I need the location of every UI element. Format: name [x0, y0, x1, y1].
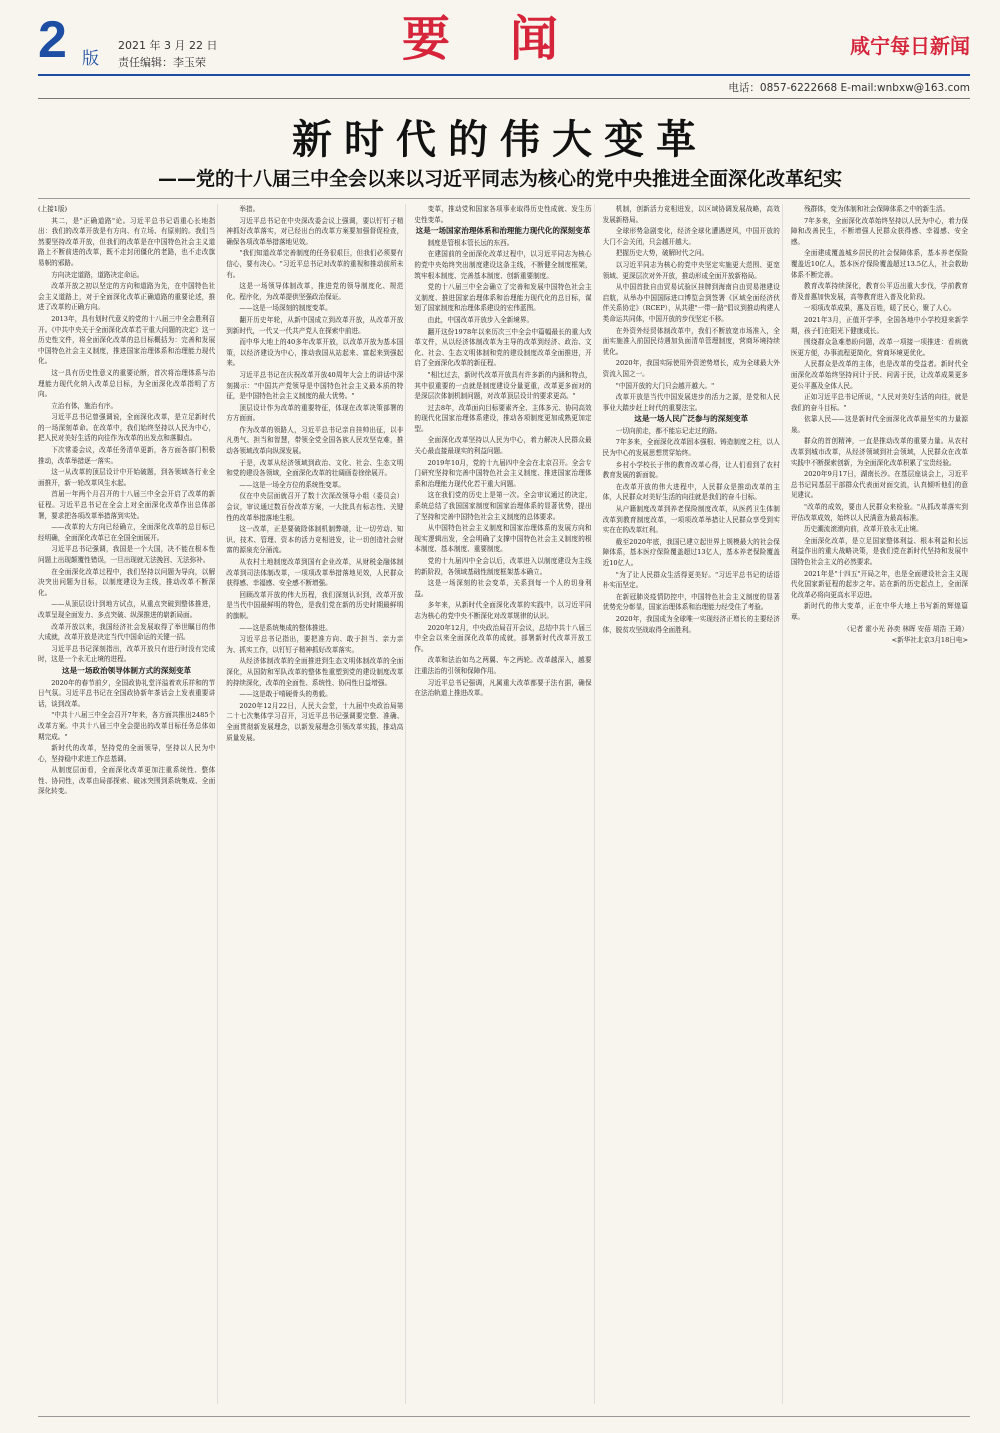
paragraph: 一切向前走，都不能忘记走过的路。 — [615, 426, 722, 435]
paragraph: 2020年9月17日，湖南长沙。在基层座谈会上，习近平总书记同基层干部群众代表面对面交流，认真倾听他们的意见建议。 — [790, 470, 969, 500]
paragraph: 首届一年两个月召开的十八届三中全会开启了改革的新征程。习近平总书记在全会上对全面深化改革作出总体部署，要求把各项改革举措落到实处。 — [38, 490, 216, 520]
paragraph: 而中华大地上的40多年改革开放，以改革开放为基本国策，以经济建设为中心，推动我国从站起来、富起来到强起来。 — [226, 338, 404, 368]
section-heading: 这是一场国家治理体系和治理能力现代化的深刻变革 — [415, 226, 591, 236]
article-title: 新时代的伟大变革 — [292, 117, 708, 163]
paragraph: 过去8年，改革面向目标要素齐全、主体多元、协同高效的现代化国家治理体系建设，推动各项制度更加成熟更加定型。 — [414, 403, 592, 433]
paragraph: 从农村土地制度改革到国有企业改革，从财税金融体制改革到司法体制改革，一项项改革举措落地见效，人民群众获得感、幸福感、安全感不断增强。 — [226, 558, 404, 588]
paragraph: 2019年10月，党的十九届四中全会在北京召开。全会专门研究坚持和完善中国特色社会主义制度、推进国家治理体系和治理能力现代化若干重大问题。 — [414, 458, 592, 488]
paragraph: 这一具有历史性意义的重要论断，首次将治理体系与治理能力现代化纳入改革总目标，为全面深化改革指明了方向。 — [38, 368, 216, 399]
paragraph: 作为改革的领路人，习近平总书记亲自挂帅出征，以非凡勇气、担当和智慧，带领全党全国各族人民攻坚克难，推动各领域改革向纵深发展。 — [226, 425, 404, 456]
paragraph: 7年多来，全面深化改革始终坚持以人民为中心，着力保障和改善民生，不断增强人民群众获得感、幸福感、安全感。 — [790, 216, 969, 246]
article-column — [226, 204, 406, 1404]
paragraph: 其二，是"正确道路"论。习近平总书记语重心长地指出：我们的改革开放是有方向、有立场、有原则的。我们当然要坚持改革开放，但我们的改革是在中国特色社会主义道路上不断前进的改革，既不走封闭僵化的老路，也不走改旗易帜的邪路。 — [38, 216, 216, 267]
continuation-note: (上接1版) — [38, 205, 68, 213]
page-suffix: 版 — [82, 49, 99, 69]
paragraph: 举措。 — [239, 205, 260, 213]
article-body — [38, 204, 970, 1404]
paragraph: "我们知道改革完善制度的任务很艰巨，但我们必须要有信心，要有决心。"习近平总书记对改革的重视和推动前所未有。 — [226, 249, 404, 279]
article-subtitle: ——党的十八届三中全会以来以习近平同志为核心的党中央推进全面深化改革纪实 — [157, 168, 842, 190]
paragraph: 2020年12月22日，人民大会堂，十九届中央政治局第二十七次集体学习召开，习近平总书记强调要完整、准确、全面贯彻新发展理念，以新发展理念引领改革实践，推动高质量发展。 — [226, 701, 404, 742]
paragraph: 2013年，具有划时代意义的党的十八届三中全会胜利召开。《中共中央关于全面深化改革若干重大问题的决定》这一历史性文件，将全面深化改革的总目标概括为：完善和发展中国特色社会主义制度，推进国家治理体系和治理能力现代化。 — [38, 314, 216, 366]
contact-info: 电话：0857-6222668 E-mail:wnbxw@163.com — [728, 82, 970, 94]
paragraph: 于是，改革从经济领域到政治、文化、社会、生态文明和党的建设各领域，全面深化改革的壮阔画卷徐徐展开。 — [226, 458, 404, 478]
page-number: 2 — [38, 11, 67, 69]
paragraph: ——改革的大方向已经确立，全面深化改革的总目标已经明确，全面深化改革已在全国全面展开。 — [38, 523, 216, 542]
section-heading: 这是一场人民广泛参与的深刻变革 — [634, 414, 749, 424]
paragraph: "中共十八届三中全会召开7年来，各方面共推出2485个改革方案。中共十八届三中全会提出的改革目标任务总体如期完成。" — [38, 711, 216, 741]
paragraph: 群众的首创精神，一直是推动改革的重要力量。从农村改革到城市改革，从经济领域到社会领域，人民群众在改革实践中不断探索创新，为全面深化改革积累了宝贵经验。 — [790, 437, 969, 467]
paragraph: 截至2020年底，我国已建立起世界上规模最大的社会保障体系，基本医疗保险覆盖超过13亿人，基本养老保险覆盖近10亿人。 — [602, 537, 780, 567]
paragraph: "为了让人民群众生活得更美好。"习近平总书记的话语朴实而坚定。 — [602, 570, 780, 590]
paragraph: ——这是敢于啃硬骨头的勇毅。 — [239, 690, 332, 699]
section-title: 要闻 — [401, 11, 618, 67]
paragraph: 改革开放以来，我国经济社会发展取得了举世瞩目的伟大成就，改革开放是决定当代中国命运的关键一招。 — [38, 622, 216, 642]
paragraph: 全面深化改革，是立足国家整体利益、根本利益和长远利益作出的重大战略决策，是我们党在新时代坚持和发展中国特色社会主义的必然要求。 — [790, 536, 969, 566]
paragraph: 围绕群众急难愁盼问题，改革一项接一项推进：看病就医更方便，办事流程更简化，营商环境更优化。 — [790, 338, 969, 357]
paragraph: 习近平总书记曾强调说，全面深化改革，是立足新时代的一场深刻革命。在改革中，我们始终坚持以人民为中心，把人民对美好生活的向往作为改革的出发点和落脚点。 — [38, 413, 216, 443]
paragraph: ——从顶层设计到地方试点，从重点突破到整体推进，改革呈现全面发力、多点突破、纵深推进的崭新局面。 — [38, 600, 216, 619]
header-divider — [38, 98, 970, 99]
paragraph: "相比过去，新时代改革开放具有许多新的内涵和特点，其中很重要的一点就是制度建设分量更重，改革更多面对的是深层次体制机制问题，对改革顶层设计的要求更高。" — [414, 370, 592, 401]
paragraph: 全面深化改革坚持以人民为中心，着力解决人民群众最关心最直接最现实的利益问题。 — [414, 436, 592, 456]
paragraph: 翻开历史年轮，从新中国成立到改革开放，从改革开放到新时代，一代又一代共产党人在探索中前进。 — [226, 315, 404, 335]
paragraph: 7年多来，全面深化改革固本强根、铸造制度之柱，以人民为中心的发展思想贯穿始终。 — [602, 438, 780, 458]
paragraph: 回顾改革开放的伟大历程，我们深刻认识到，改革开放是当代中国最鲜明的特色，是我们党在新的历史时期最鲜明的旗帜。 — [226, 590, 404, 620]
paragraph: 翻开这份1978年以来历次三中全会中篇幅最长的重大改革文件，从以经济体制改革为主导的改革到经济、政治、文化、社会、生态文明体制和党的建设制度改革全面推进，开启了全面深化改革的新征程。 — [414, 327, 592, 368]
paragraph: 乡村小学校长于伟的教育改革心得，让人们看到了农村教育发展的新面貌。 — [602, 460, 780, 480]
paragraph: 把握历史大势，破解时代之问。 — [615, 249, 709, 258]
paragraph: 残群体，变为体制和社会保障体系之中的新生活。 — [804, 205, 950, 213]
paragraph: ——这是系统集成的整体推进。 — [239, 623, 332, 632]
paragraph: 变革，推动党和国家各项事业取得历史性成就、发生历史性变革。 — [414, 205, 592, 224]
paragraph: 2020年的春节前夕，全国政协礼堂洋溢着欢乐祥和的节日气氛。习近平总书记在全国政协新年茶话会上发表重要讲话，谈到改革。 — [38, 678, 216, 708]
paragraph: ——这是一场深刻的制度变革。 — [239, 304, 332, 313]
paragraph: 2021年3月，正值开学季，全国各地中小学校迎来新学期，孩子们在阳光下健康成长。 — [790, 315, 969, 335]
paragraph: 一项项改革成果，惠及百姓，暖了民心，聚了人心。 — [804, 304, 956, 313]
paragraph: ——这是一场全方位的系统性变革。 — [239, 480, 345, 489]
paragraph: 习近平总书记深刻指出，改革开放只有进行时没有完成时，这是一个永无止境的进程。 — [38, 644, 216, 664]
paragraph: 这一改革，正是要破除体制机制弊端，让一切劳动、知识、技术、管理、资本的活力竞相迸发，让一切创造社会财富的源泉充分涌流。 — [226, 525, 404, 555]
paragraph: 在改革开放的伟大进程中，人民群众是推动改革的主体，人民群众对美好生活的向往就是我们的奋斗目标。 — [602, 482, 780, 502]
paragraph: 习近平总书记在中央深改委会议上强调，要以钉钉子精神抓好改革落实，对已经出台的改革方案要加强督促检查，确保各项改革举措落地见效。 — [226, 216, 404, 246]
paragraph: 历史潮流滚滚向前，改革开放永无止境。 — [804, 525, 923, 534]
paragraph: 党的十九届四中全会以后，改革进入以制度建设为主线的新阶段，各领域基础性制度框架基本确立。 — [414, 557, 592, 576]
paragraph: 在外资外经贸体制改革中，我们不断放宽市场准入，全面实施准入前国民待遇加负面清单管理制度，营商环境持续优化。 — [602, 326, 780, 356]
paragraph: 方向决定道路，道路决定命运。 — [51, 270, 144, 279]
editor-credit: 责任编辑：李玉荣 — [118, 56, 206, 69]
paragraph: 立治有体，施治有序。 — [51, 401, 118, 410]
paragraph: 改革开放之初以坚定的方向和道路为先，在中国特色社会主义道路上，对于全面深化改革正确道路的重要论述，推进了改革的正确方向。 — [38, 282, 216, 312]
byline: （记者 霍小光 孙奕 林晖 安蓓 胡浩 王琦） — [843, 624, 969, 633]
paragraph: 人民群众是改革的主体，也是改革的受益者。新时代全面深化改革始终坚持问计于民、问需于民，让改革成果更多更公平惠及全体人民。 — [790, 360, 969, 390]
paragraph: 这是一场领导体制改革，推进党的领导制度化、规范化、程序化，为改革提供坚强政治保证。 — [226, 282, 404, 301]
paragraph: 在全面深化改革过程中，我们坚持以问题为导向，以解决突出问题为目标，以制度建设为主线，推动改革不断深化。 — [38, 567, 216, 597]
issue-date: 2021 年 3 月 22 日 — [118, 39, 218, 52]
paragraph: 改革开放是当代中国发展进步的活力之源，是党和人民事业大踏步赶上时代的重要法宝。 — [602, 393, 780, 412]
paragraph: 在建国前的全面深化改革过程中，以习近平同志为核心的党中央始终突出制度建设这条主线，不断健全制度框架，筑牢根本制度、完善基本制度、创新重要制度。 — [414, 250, 592, 280]
paragraph: 正如习近平总书记所说，"人民对美好生活的向往，就是我们的奋斗目标。" — [790, 393, 969, 412]
paragraph: 从制度层面看，全面深化改革更加注重系统性、整体性、协同性，改革由局部探索、破冰突围到系统集成、全面深化转变。 — [38, 766, 216, 796]
newspaper-brand: 咸宁每日新闻 — [850, 34, 970, 58]
paragraph: 习近平总书记指出，要把准方向、敢于担当、亲力亲为、抓实工作，以钉钉子精神抓好改革落实。 — [226, 635, 404, 654]
paragraph: 习近平总书记强调，凡属重大改革都要于法有据，确保在法治轨道上推进改革。 — [414, 678, 592, 698]
headline-divider — [38, 198, 970, 199]
paragraph: "改革的成效，要由人民群众来检验。"从抓改革落实到评估改革成效，始终以人民满意为最高标准。 — [790, 503, 969, 522]
paragraph: 2021年是"十四五"开局之年，也是全面建设社会主义现代化国家新征程的起步之年。站在新的历史起点上，全面深化改革必将向更高水平迈进。 — [790, 569, 969, 599]
paragraph: 新时代的伟大变革，正在中华大地上书写新的辉煌篇章。 — [790, 602, 969, 621]
section-heading: 这是一场政治领导体制方式的深刻变革 — [62, 665, 192, 675]
article-column — [414, 204, 594, 1404]
paragraph: 制度是管根本管长远的东西。 — [427, 238, 514, 247]
paragraph: 2020年，我国实际使用外资逆势增长，成为全球最大外资流入国之一。 — [602, 359, 780, 378]
paragraph: 全面建成覆盖城乡居民的社会保障体系，基本养老保险覆盖近10亿人，基本医疗保险覆盖超过13.5亿人，社会救助体系不断完善。 — [790, 249, 969, 279]
paragraph: 从户籍制度改革到养老保险制度改革，从医药卫生体制改革到教育制度改革，一项项改革举措让人民群众享受到实实在在的改革红利。 — [602, 505, 780, 535]
article-column — [603, 204, 783, 1404]
paragraph: 机制，创新活力竞相迸发，以区域协调发展战略，高效发展新格局。 — [602, 205, 780, 224]
paragraph: 以习近平同志为核心的党中央坚定实施更大范围、更宽领域、更深层次对外开放，推动形成全面开放新格局。 — [602, 260, 780, 280]
article-column — [38, 204, 218, 1404]
paragraph: 在新冠肺炎疫情防控中，中国特色社会主义制度的显著优势充分彰显，国家治理体系和治理能力经受住了考验。 — [602, 592, 780, 612]
paragraph: 习近平总书记在庆祝改革开放40周年大会上的讲话中深刻揭示："中国共产党领导是中国特色社会主义最本质的特征，是中国特色社会主义制度的最大优势。" — [226, 370, 404, 401]
paragraph: 党的十八届三中全会确立了完善和发展中国特色社会主义制度、推进国家治理体系和治理能力现代化的总目标，谋划了国家制度和治理体系建设的宏伟蓝图。 — [414, 283, 592, 313]
footer-rule — [38, 1416, 970, 1417]
paragraph: 依靠人民——这是新时代全面深化改革最坚实的力量源泉。 — [790, 415, 969, 434]
paragraph: 从经济体制改革的全面推进到生态文明体制改革的全面深化，从国防和军队改革的整体性重塑到党的建设制度改革的持续深化，改革的全面性、系统性、协同性日益增强。 — [226, 657, 404, 687]
paragraph: 从中国特色社会主义制度和国家治理体系的发展方向和现实逻辑出发，全会明确了支撑中国特色社会主义制度的根本制度、基本制度、重要制度。 — [414, 524, 592, 554]
paragraph: "中国开放的大门只会越开越大。" — [615, 381, 715, 390]
paragraph: 多年来，从新时代全面深化改革的实践中，以习近平同志为核心的党中央不断深化对改革规律的认识。 — [414, 601, 592, 620]
paragraph: 2020年12月，中央政治局召开会议，总结中共十八届三中全会以来全面深化改革的成就，部署新时代改革开放工作。 — [414, 623, 592, 653]
paragraph: 习近平总书记强调，我国是一个大国，决不能在根本性问题上出现颠覆性错误，一旦出现就无法挽回、无法弥补。 — [38, 545, 216, 564]
paragraph: 这是一场深刻的社会变革，关系到每一个人的切身利益。 — [414, 579, 592, 598]
paragraph: 下次常委会议，改革任务清单更新，各方面各部门积极推动，改革举措逐一落实。 — [38, 446, 216, 465]
paragraph: 新时代的改革，坚持党的全面领导，坚持以人民为中心，坚持稳中求进工作总基调。 — [38, 744, 216, 763]
paragraph: 仅在中央层面就召开了数十次深改领导小组（委员会）会议，审议通过数百份改革方案，一大批具有标志性、关键性的改革举措落地生根。 — [226, 492, 404, 522]
paragraph: 教育改革持续深化，教育公平迈出重大步伐，学前教育普及普惠加快发展，高等教育进入普及化阶段。 — [790, 282, 969, 301]
paragraph: 全球形势急剧变化，经济全球化遭遇逆风，中国开放的大门不会关闭，只会越开越大。 — [602, 227, 780, 246]
paragraph: 这一从改革的顶层设计中开始破题，到各领域各行业全面推开，新一轮改革风生水起。 — [38, 468, 216, 487]
paragraph: 这在我们党的历史上是第一次。全会审议通过的决定，系统总结了我国国家制度和国家治理体系的显著优势，提出了坚持和完善中国特色社会主义制度的总体要求。 — [414, 491, 592, 521]
article-column — [791, 204, 970, 1404]
page-header — [0, 0, 1000, 100]
byline: <新华社北京3月18日电> — [891, 636, 969, 645]
paragraph: 从中国首批自由贸易试验区挂牌到海南自由贸易港建设启航，从举办中国国际进口博览会到签署《区域全面经济伙伴关系协定》（RCEP），从共建"一带一路"倡议到推动构建人类命运共同体，中国开放的步伐坚定不移。 — [602, 283, 780, 323]
paragraph: 由此，中国改革开放步入全新境界。 — [427, 315, 534, 324]
header-rule — [38, 74, 970, 76]
paragraph: 2020年，我国成为全球唯一实现经济正增长的主要经济体，脱贫攻坚战取得全面胜利。 — [602, 614, 780, 634]
paragraph: 改革和法治如鸟之两翼、车之两轮。改革越深入，越要注重法治的引领和保障作用。 — [414, 656, 592, 675]
paragraph: 顶层设计作为改革的重要特征，体现在改革决策部署的方方面面。 — [226, 403, 404, 423]
